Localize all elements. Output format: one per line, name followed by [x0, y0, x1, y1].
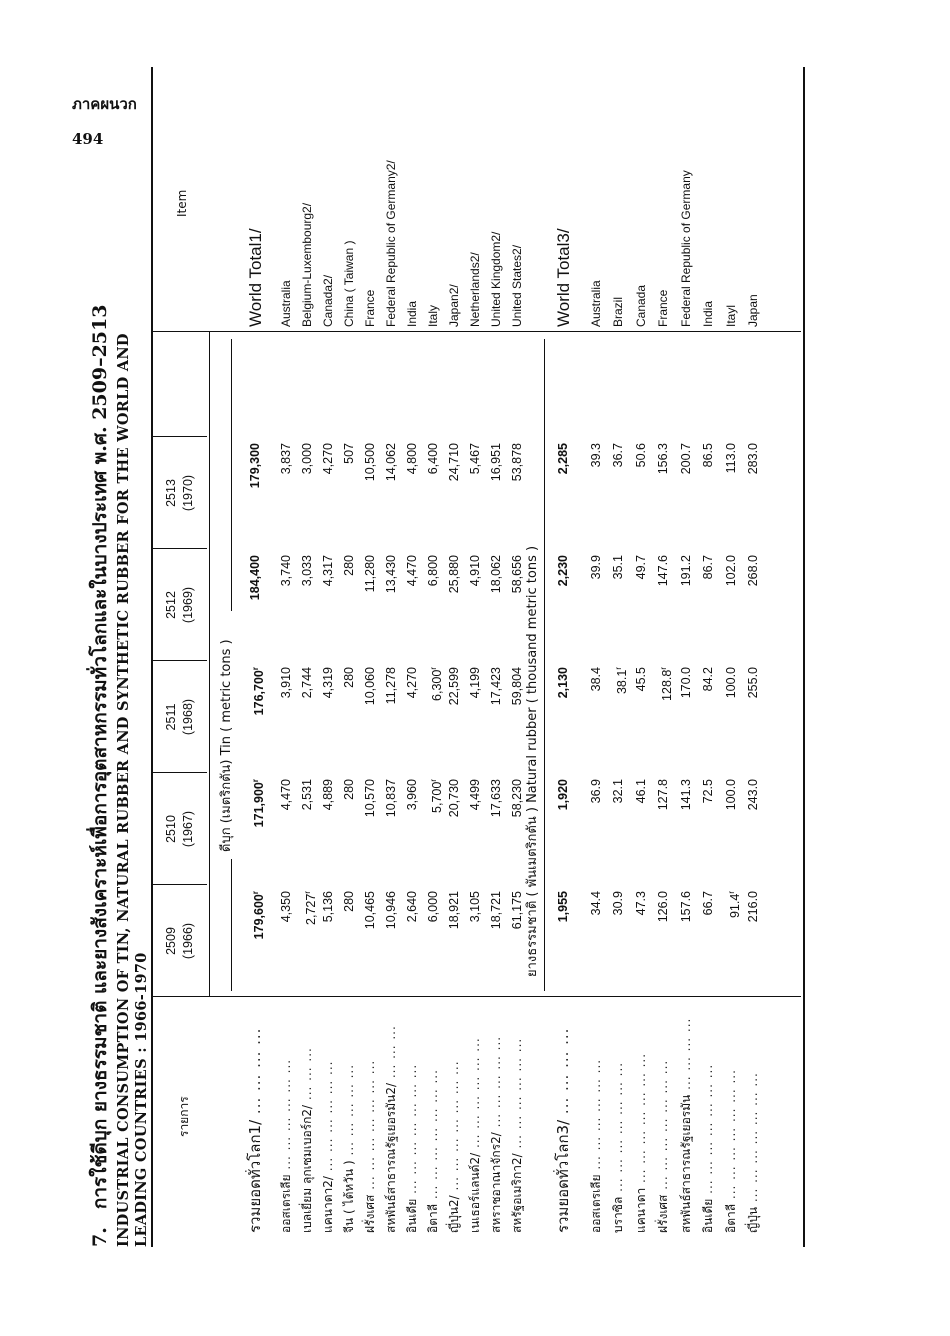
year-header-1967: 2510 (1967) — [164, 810, 195, 848]
value-cell: 61,175 — [510, 891, 524, 930]
table-row — [318, 67, 339, 1247]
row-label-thai: ญี่ปุ่น ... ... ... ... ... ... ... — [746, 1072, 760, 1233]
row-label-english: Japan — [746, 294, 760, 327]
row-label-english: Canada — [633, 284, 648, 327]
value-cell: 100.0 — [723, 667, 738, 699]
row-label-thai: ออสเตรเลีย ... ... ... ... ... ... — [588, 1058, 603, 1233]
row-label-english: France — [363, 289, 377, 327]
table-row — [423, 67, 444, 1247]
value-cell: 84.2 — [701, 667, 715, 692]
value-cell: 2,727$^r$ — [303, 891, 319, 925]
tin-band-rule-left — [231, 859, 232, 991]
row-label-thai: สหพันธ์สาธารณรัฐเยอรมัน ... ... ... ... — [678, 1017, 693, 1233]
value-cell: 2,531 — [300, 779, 314, 811]
value-cell: 100.0 — [723, 779, 738, 811]
row-label-thai: จีน ( ไต้หวัน ) ... ... ... ... ... — [342, 1063, 356, 1233]
row-label-english: India — [701, 300, 715, 327]
value-cell: 280 — [342, 779, 356, 800]
table-row — [653, 67, 674, 1247]
value-cell: 5,467 — [468, 443, 482, 475]
value-cell: 50.6 — [633, 443, 648, 468]
value-cell: 35.1 — [611, 555, 625, 580]
row-label-english: Netherlands2/ — [468, 252, 482, 327]
row-label-thai: สหพันธ์สาธารณรัฐเยอรมัน2/ ... ... ... — [384, 1025, 398, 1233]
value-cell: 4,499 — [468, 779, 482, 811]
row-label-thai: อิตาลี ... ... ... ... ... ... ... — [426, 1069, 440, 1233]
table-row — [360, 67, 381, 1247]
value-cell: 22,599 — [447, 667, 461, 706]
value-cell: 141.3 — [678, 779, 693, 811]
value-cell: 39.3 — [588, 443, 603, 468]
value-cell: 3,740 — [279, 555, 293, 587]
header-item-english: Item — [175, 189, 189, 217]
revised-mark: r — [251, 891, 260, 895]
value-cell: 507 — [342, 443, 356, 464]
value-cell: 176,700$^r$ — [251, 667, 267, 716]
table-row — [586, 67, 607, 1247]
value-cell: 128.8$^r$ — [659, 667, 675, 701]
table-row — [486, 67, 507, 1247]
col-divider-1967 — [151, 772, 207, 773]
value-cell: 39.9 — [588, 555, 603, 580]
value-cell: 4,470 — [405, 555, 419, 587]
row-label-thai: แคนาดา2/ ... ... ... ... ... ... — [321, 1060, 335, 1233]
tin-band-label: ดีบุก (เมตริกตัน) Tin ( metric tons ) — [219, 639, 234, 852]
value-cell: 113.0 — [723, 443, 738, 474]
title-thai: การใช้ดีบุก ยางธรรมชาติ และยางสังเคราะห์เพื่อการอุตสาหกรรมทั่วโลกและในบางประเทศ พ.ศ. 2509–2513 — [89, 304, 111, 1210]
value-cell: 5,700$^r$ — [429, 779, 445, 813]
table-row — [608, 67, 629, 1247]
row-label-thai: บราซิล ... ... ... ... ... ... ... — [611, 1061, 625, 1233]
tin-total-row — [245, 67, 266, 1247]
value-cell: 17,423 — [489, 667, 503, 706]
value-cell: 11,280 — [363, 555, 377, 593]
value-cell: 66.7 — [701, 891, 715, 916]
value-cell: 58,656 — [510, 555, 524, 594]
value-cell: 6,400 — [426, 443, 440, 475]
value-cell: 216.0 — [746, 891, 760, 923]
value-cell: 283.0 — [746, 443, 760, 475]
table-bottom-rule — [803, 67, 805, 1247]
value-cell: 46.1 — [633, 779, 648, 804]
value-cell: 20,730 — [447, 779, 461, 818]
value-cell: 18,921 — [447, 891, 461, 930]
value-cell: 4,270 — [405, 667, 419, 699]
value-cell: 6,000 — [426, 891, 440, 923]
value-cell: 11,278 — [384, 667, 398, 705]
table-row — [381, 67, 402, 1247]
row-label-english: United Kingdom2/ — [489, 231, 503, 327]
revised-mark: r — [659, 667, 668, 670]
row-label-thai: สหรัฐอเมริกา2/ ... ... ... ... ... ... — [510, 1037, 524, 1233]
revised-mark: r — [726, 891, 736, 894]
table-row — [465, 67, 486, 1247]
value-cell: 1,920 — [556, 779, 570, 811]
value-cell: 10,465 — [363, 891, 377, 930]
rotated-table-page — [85, 67, 805, 1247]
value-cell: 10,837 — [384, 779, 398, 818]
value-cell: 268.0 — [746, 555, 760, 587]
table-row — [743, 67, 764, 1247]
row-label-thai: อินเดีย ... ... ... ... ... ... ... — [405, 1063, 419, 1233]
value-cell: 2,230 — [556, 555, 570, 587]
value-cell: 10,060 — [363, 667, 377, 706]
table-row — [339, 67, 360, 1247]
value-cell: 59,804 — [510, 667, 524, 706]
table-row — [698, 67, 719, 1247]
value-cell: 4,889 — [321, 779, 335, 811]
value-cell: 170.0 — [678, 667, 693, 699]
row-label-thai: เนเธอร์แลนด์2/ ... ... ... ... ... ... — [468, 1037, 482, 1233]
value-cell: 3,105 — [468, 891, 482, 923]
row-label-thai: แคนาดา ... ... ... ... ... ... ... — [633, 1052, 648, 1233]
header-bottom-rule — [209, 332, 210, 997]
value-cell: 1,955 — [556, 891, 570, 923]
tin-band-rule-right — [231, 339, 232, 611]
row-label-thai: เบลเยี่ยม ลุกเซมเบอร์ก2/ ... ... ... — [300, 1047, 314, 1233]
value-cell: 53,878 — [510, 443, 524, 482]
value-cell: 49.7 — [633, 555, 648, 580]
revised-mark: r — [303, 891, 312, 894]
value-cell: 86.7 — [701, 555, 715, 580]
revised-mark: r — [429, 779, 438, 782]
rubber-band-rule — [544, 339, 545, 991]
revised-mark: r — [251, 779, 260, 783]
value-cell: 25,880 — [447, 555, 461, 594]
row-label-english: Japan2/ — [447, 284, 461, 327]
value-cell: 91.4$^r$ — [726, 891, 742, 919]
value-cell: 126.0 — [656, 891, 670, 923]
value-cell: 280 — [342, 555, 356, 576]
value-cell: 5,136 — [321, 891, 335, 923]
value-cell: 10,570 — [363, 779, 377, 818]
row-label-english: Brazil — [611, 296, 625, 327]
table-title — [85, 67, 151, 1247]
row-label-english: Australia — [588, 280, 603, 327]
value-cell: 47.3 — [633, 891, 648, 916]
value-cell: 14,062 — [384, 443, 398, 482]
row-label-thai: รวมยอดทั่วโลก3/ ... ... ... ... — [554, 1027, 572, 1233]
table-row — [721, 67, 742, 1247]
table-row — [444, 67, 465, 1247]
value-cell: 191.2 — [678, 555, 693, 587]
value-cell: 4,800 — [405, 443, 419, 475]
row-label-thai: อินเดีย ... ... ... ... ... ... ... — [701, 1063, 715, 1233]
value-cell: 179,600$^r$ — [251, 891, 267, 940]
row-label-english: Itayl — [723, 304, 738, 327]
value-cell: 2,744 — [300, 667, 314, 699]
value-cell: 58,230 — [510, 779, 524, 818]
value-cell: 36.9 — [588, 779, 603, 804]
revised-mark: r — [251, 667, 260, 671]
row-label-thai: ญี่ปุ่น2/ ... ... ... ... ... ... ... — [447, 1060, 461, 1233]
table-top-rule — [151, 67, 153, 1247]
value-cell: 280 — [342, 667, 356, 688]
value-cell: 4,270 — [321, 443, 335, 475]
value-cell: 4,470 — [279, 779, 293, 811]
value-cell: 3,960 — [405, 779, 419, 811]
value-cell: 86.5 — [701, 443, 715, 468]
col-divider-1968 — [151, 660, 207, 661]
value-cell: 13,430 — [384, 555, 398, 594]
value-cell: 34.4 — [588, 891, 603, 916]
value-cell: 32.1 — [611, 779, 625, 804]
table-row — [631, 67, 652, 1247]
value-cell: 24,710 — [447, 443, 461, 482]
row-label-thai: อิตาลี ... ... ... ... ... ... ... — [723, 1069, 738, 1233]
value-cell: 38.4 — [588, 667, 603, 692]
value-cell: 179,300 — [248, 443, 262, 489]
title-english-line1: INDUSTRIAL CONSUMPTION OF TIN, NATURAL RUBBER AND SYNTHETIC RUBBER FOR THE WORLD AND — [115, 333, 132, 1247]
value-cell: 4,199 — [468, 667, 482, 699]
value-cell: 156.3 — [656, 443, 670, 475]
value-cell: 102.0 — [723, 555, 738, 587]
col-divider-1969 — [151, 548, 207, 549]
value-cell: 38.1$^r$ — [614, 667, 630, 695]
value-cell: 280 — [342, 891, 356, 912]
revised-mark: r — [429, 667, 438, 670]
table-row — [402, 67, 423, 1247]
value-cell: 4,319 — [321, 667, 335, 699]
row-label-english: China ( Taiwan ) — [342, 240, 356, 327]
page-number: 494 — [72, 130, 104, 148]
value-cell: 18,721 — [489, 891, 503, 930]
consumption-table — [151, 67, 805, 1247]
col-divider-1970 — [151, 436, 207, 437]
value-cell: 184,400 — [248, 555, 262, 601]
rubber-total-row — [553, 67, 574, 1247]
value-cell: 17,633 — [489, 779, 503, 818]
row-label-english: World Total3/ — [554, 228, 573, 327]
row-label-english: United States2/ — [510, 244, 524, 327]
col-divider-1966 — [151, 884, 207, 885]
value-cell: 18,062 — [489, 555, 503, 594]
row-label-thai: รวมยอดทั่วโลก1/ ... ... ... ... — [246, 1027, 264, 1233]
value-cell: 4,910 — [468, 555, 482, 587]
value-cell: 243.0 — [746, 779, 760, 811]
value-cell: 2,130 — [556, 667, 570, 699]
value-cell: 30.9 — [611, 891, 625, 916]
table-row — [676, 67, 697, 1247]
value-cell: 10,946 — [384, 891, 398, 930]
year-header-1970: 2513 (1970) — [164, 474, 195, 512]
row-label-english: Belgium-Luxembourg2/ — [300, 202, 314, 327]
value-cell: 127.8 — [656, 779, 670, 811]
row-label-english: Federal Republic of Germany2/ — [384, 160, 398, 327]
value-cell: 72.5 — [701, 779, 715, 804]
value-cell: 157.6 — [678, 891, 693, 923]
row-label-thai: ออสเตรเลีย ... ... ... ... ... ... — [279, 1058, 293, 1233]
row-label-english: World Total1/ — [246, 228, 265, 327]
section-label: ภาคผนวก — [72, 95, 137, 113]
year-header-1968: 2511 (1968) — [164, 698, 195, 736]
value-cell: 3,033 — [300, 555, 314, 587]
value-cell: 3,000 — [300, 443, 314, 475]
table-row — [297, 67, 318, 1247]
table-row — [276, 67, 297, 1247]
value-cell: 16,951 — [489, 443, 503, 482]
row-label-english: Federal Republic of Germany — [678, 170, 693, 327]
row-label-thai: ฝรั่งเศส ... ... ... ... ... ... ... — [363, 1059, 377, 1233]
header-item-thai: รายการ — [177, 1096, 191, 1137]
revised-mark: r — [614, 667, 623, 670]
value-cell: 3,837 — [279, 443, 293, 475]
year-header-1969: 2512 (1969) — [164, 586, 195, 624]
value-cell: 6,300$^r$ — [429, 667, 445, 701]
value-cell: 4,350 — [279, 891, 293, 923]
rubber-band-label: ยางธรรมชาติ ( พันเมตริกตัน ) Natural rubber ( thousand metric tons ) — [525, 545, 540, 977]
row-label-english: Canada2/ — [321, 274, 335, 327]
value-cell: 3,910 — [279, 667, 293, 699]
value-cell: 4,317 — [321, 555, 335, 587]
value-cell: 200.7 — [678, 443, 693, 475]
value-cell: 2,285 — [556, 443, 570, 475]
row-label-thai: ฝรั่งเศส ... ... ... ... ... ... ... — [656, 1059, 670, 1233]
value-cell: 36.7 — [611, 443, 625, 468]
year-header-1966: 2509 (1966) — [164, 922, 195, 960]
value-cell: 6,800 — [426, 555, 440, 587]
table-number: 7. — [89, 1227, 111, 1247]
row-label-english: Italy — [426, 304, 440, 327]
row-label-english: India — [405, 300, 419, 327]
row-label-thai: สหราชอาณาจักร2/ ... ... ... ... ... — [489, 1035, 503, 1233]
value-cell: 255.0 — [746, 667, 760, 699]
value-cell: 147.6 — [656, 555, 670, 587]
title-english-line2: LEADING COUNTRIES : 1966-1970 — [133, 952, 150, 1247]
row-label-english: France — [656, 289, 670, 327]
row-label-english: Australia — [279, 280, 293, 327]
value-cell: 171,900$^r$ — [251, 779, 267, 828]
value-cell: 45.5 — [633, 667, 648, 692]
value-cell: 10,500 — [363, 443, 377, 482]
value-cell: 2,640 — [405, 891, 419, 923]
